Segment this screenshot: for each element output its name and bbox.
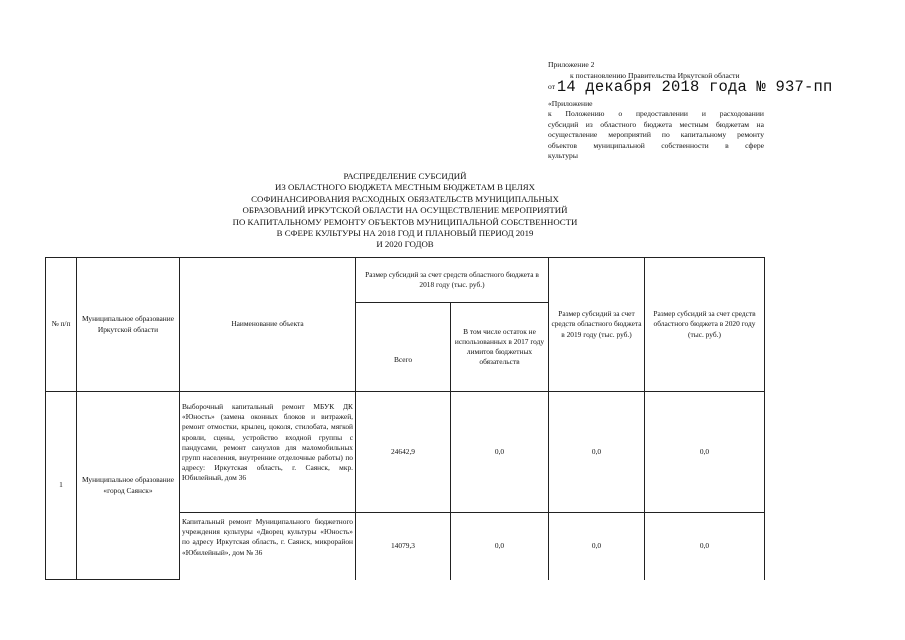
table-row: [46, 392, 765, 513]
appendix-decree-ref: к постановлению Правительства Иркутской области: [570, 70, 740, 80]
header-remainder: В том числе остаток не использованных в 2017 году лимитов бюджетных обязательств: [451, 303, 549, 392]
regulation-line: осуществление мероприятий по капитальному ремонту: [548, 130, 764, 139]
title-line: ОБРАЗОВАНИЙ ИРКУТСКОЙ ОБЛАСТИ НА ОСУЩЕСТВЛЕНИЕ МЕРОПРИЯТИЙ: [242, 205, 568, 216]
title-line: И 2020 ГОДОВ: [376, 239, 434, 250]
regulation-title: «Приложение: [548, 98, 593, 108]
row-number: 1: [46, 392, 77, 580]
decree-prefix: от: [548, 82, 556, 91]
row-total: 24642,9: [356, 392, 451, 513]
row-object: Выборочный капитальный ремонт МБУК ДК «Юность» (замена оконных блоков и витражей, ремонт отмостки, крылец, цоколя, стилобата, мягкой кровли, сцены, устройство входной группы с пандусами, ремонт санузлов для маломобильных групп населения, внутренние отделочные работы) по адресу: Иркутская область, г. Саянск, мкр. Юбилейный, дом 36: [180, 392, 356, 513]
title-line: СОФИНАНСИРОВАНИЯ РАСХОДНЫХ ОБЯЗАТЕЛЬСТВ МУНИЦИПАЛЬНЫХ: [251, 193, 559, 204]
appendix-number: Приложение 2: [548, 60, 595, 69]
title-line: В СФЕРЕ КУЛЬТУРЫ НА 2018 ГОД И ПЛАНОВЫЙ ПЕРИОД 2019: [276, 228, 534, 239]
header-municipality: Муниципальное образование Иркутской области: [77, 258, 180, 392]
document-title: [205, 171, 605, 251]
appendix-block: [548, 60, 833, 162]
row-2020: 0,0: [645, 513, 765, 580]
decree-line: [548, 78, 833, 96]
row-2020: 0,0: [645, 392, 765, 513]
regulation-line: к Положению о предоставлении и расходовании: [548, 109, 764, 118]
row-total: 14079,3: [356, 513, 451, 580]
regulation-line: объектов муниципальной собственности в сфере: [548, 140, 764, 150]
row-object: Капитальный ремонт Муниципального бюджетного учреждения культуры «Дворец культуры «Юность» по адресу Иркутская область, г. Саянск, микрорайон «Юбилейный», дом № 36: [180, 513, 356, 580]
header-2018: Размер субсидий за счет средств областного бюджета в 2018 году (тыс. руб.): [356, 258, 549, 303]
row-2019: 0,0: [549, 392, 645, 513]
header-num: № п/п: [46, 258, 77, 392]
subsidy-table: [45, 257, 765, 580]
regulation-line: культуры: [548, 151, 578, 160]
row-municipality: Муниципальное образование «город Саянск»: [77, 392, 180, 580]
row-remainder: 0,0: [451, 513, 549, 580]
title-line: РАСПРЕДЕЛЕНИЕ СУБСИДИЙ: [343, 171, 467, 181]
regulation-line: субсидий из областного бюджета местным бюджетам на: [548, 119, 764, 129]
row-2019: 0,0: [549, 513, 645, 580]
decree-date: 14 декабря 2018 года № 937-пп: [556, 78, 833, 96]
header-row: [46, 258, 765, 303]
header-total: Всего: [356, 303, 451, 392]
header-object: Наименование объекта: [180, 258, 356, 392]
header-2020: Размер субсидий за счет средств областного бюджета в 2020 году (тыс. руб.): [645, 258, 765, 392]
title-line: ИЗ ОБЛАСТНОГО БЮДЖЕТА МЕСТНЫМ БЮДЖЕТАМ В ЦЕЛЯХ: [275, 182, 535, 193]
row-remainder: 0,0: [451, 392, 549, 513]
header-2019: Размер субсидий за счет средств областного бюджета в 2019 году (тыс. руб.): [549, 258, 645, 392]
title-line: ПО КАПИТАЛЬНОМУ РЕМОНТУ ОБЪЕКТОВ МУНИЦИПАЛЬНОЙ СОБСТВЕННОСТИ: [232, 216, 578, 227]
